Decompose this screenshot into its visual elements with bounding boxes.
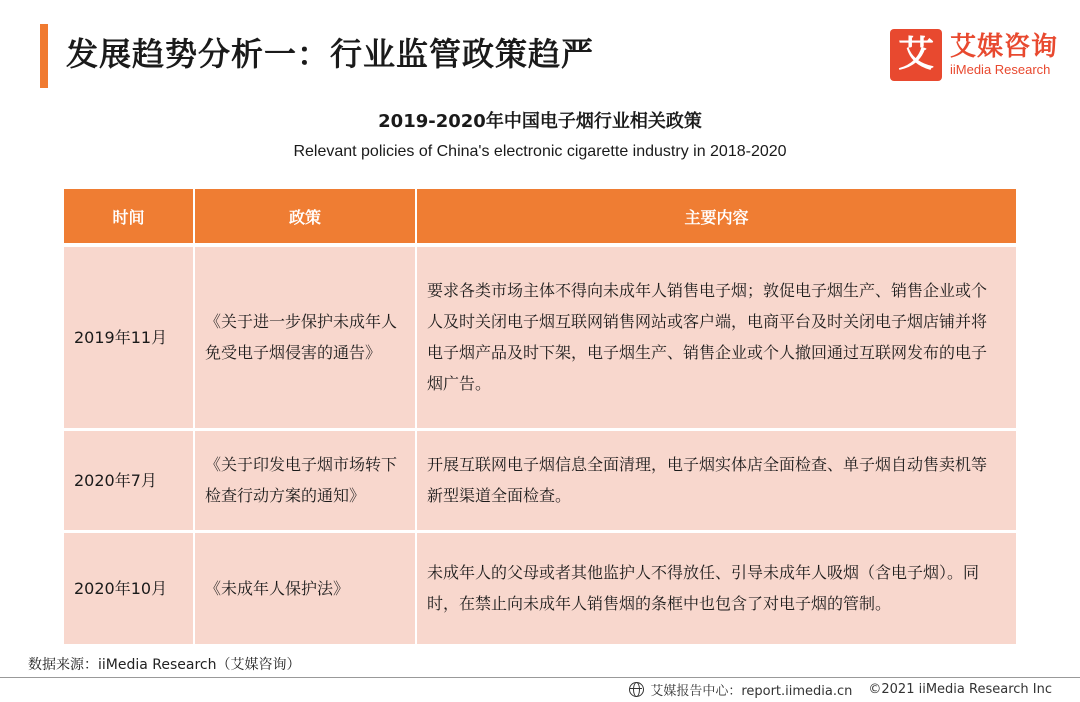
page-title: 发展趋势分析一：行业监管政策趋严	[66, 35, 595, 73]
column-header-content: 主要内容	[416, 189, 1016, 245]
footer-divider	[0, 677, 1080, 678]
column-header-policy: 政策	[194, 189, 416, 245]
title-accent-bar	[40, 24, 48, 88]
table-row	[64, 531, 1016, 645]
column-header-time: 时间	[64, 189, 194, 245]
logo-text	[950, 32, 1058, 78]
cell-policy: 《未成年人保护法》	[194, 531, 416, 645]
cell-content: 未成年人的父母或者其他监护人不得放任、引导未成年人吸烟（含电子烟）。同时，在禁止向未成年人销售烟的条框中也包含了对电子烟的管制。	[416, 531, 1016, 645]
cell-policy: 《关于印发电子烟市场转下检查行动方案的通知》	[194, 429, 416, 531]
cell-time: 2019年11月	[64, 245, 194, 429]
logo-glyph: 艾	[897, 34, 934, 75]
logo-icon	[890, 29, 942, 81]
logo-name-en: iiMedia Research	[949, 62, 1051, 77]
cell-content: 开展互联网电子烟信息全面清理，电子烟实体店全面检查、单子烟自动售卖机等新型渠道全面检查。	[416, 429, 1016, 531]
cell-content: 要求各类市场主体不得向未成年人销售电子烟；敦促电子烟生产、销售企业或个人及时关闭电子烟互联网销售网站或客户端，电商平台及时关闭电子烟店铺并将电子烟产品及时下架，电子烟生产、销售企业或个人撤回通过互联网发布的电子烟广告。	[416, 245, 1016, 429]
table-header-row	[64, 189, 1016, 245]
footer-copyright: ©2021 iiMedia Research Inc	[868, 682, 1052, 697]
footer-site-link[interactable]: 艾媒报告中心：report.iimedia.cn	[650, 684, 853, 699]
footer	[629, 680, 1052, 699]
table-row	[64, 245, 1016, 429]
table-subtitle: Relevant policies of China's electronic cigarette industry in 2018-2020	[293, 143, 787, 160]
logo-name-cn: 艾媒咨询	[949, 32, 1058, 62]
brand-logo	[890, 28, 1058, 82]
data-source-note: 数据来源：iiMedia Research（艾媒咨询）	[28, 657, 301, 673]
globe-icon	[629, 682, 644, 697]
policy-table	[64, 189, 1016, 647]
cell-time: 2020年7月	[64, 429, 194, 531]
table-title: 2019-2020年中国电子烟行业相关政策	[378, 111, 702, 132]
cell-time: 2020年10月	[64, 531, 194, 645]
cell-policy: 《关于进一步保护未成年人免受电子烟侵害的通告》	[194, 245, 416, 429]
table-row	[64, 429, 1016, 531]
